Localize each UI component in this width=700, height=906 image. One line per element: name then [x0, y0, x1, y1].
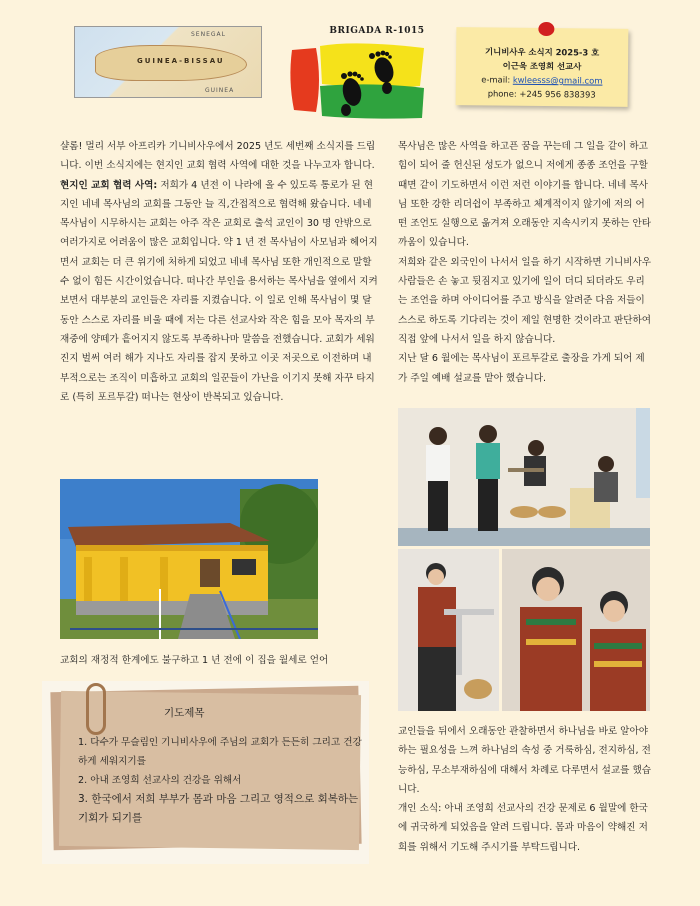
right-paragraph-3: 지난 달 6 월에는 목사님이 포르투갈로 출장을 가게 되어 제가 주일 예배 설교를 맡아 했습니다.: [398, 353, 645, 384]
worship-team-photo: [398, 408, 650, 546]
missionary-couple-photo: [502, 549, 650, 711]
missionary-names: 이근욱 조영희 선교사: [502, 60, 582, 72]
prayer-title: 기도제목: [164, 707, 205, 719]
sermon-paragraph: 교인들을 뒤에서 오래동안 관찰하면서 하나님을 바로 알아야 하는 필요성을 느껴 하나님의 속성 중 거룩하심, 전지하심, 전능하심, 무소부재하심에 대해서 차례로 다루면서 설교를 했습니다.: [398, 726, 652, 795]
newsletter-header-note: [456, 27, 629, 107]
intro-paragraph: 샬롬! 멀리 서부 아프리카 기니비사우에서 2025 년도 세번째 소식지를 드립니다. 이번 소식지에는 현지인 교회 협력 사역에 대한 것을 나누고자 합니다.: [60, 141, 376, 172]
prayer-list: [78, 733, 368, 828]
prayer-item: 3. 한국에서 저희 부부가 몸과 마음 그리고 영적으로 회복하는 기회가 되기를: [78, 793, 359, 824]
preacher-photo: [398, 549, 499, 711]
paperclip-icon: [86, 683, 106, 735]
left-column-text: [60, 137, 378, 407]
map-label-guinea: GUINEA: [205, 87, 235, 94]
section-paragraph: 현지인 교회 협력 사역: 저희가 4 년전 이 나라에 올 수 있도록 통로가 된 현지인 네네 목사님의 교회를 그동안 늘 직,간접적으로 협력해 왔습니다. 네네 목사님이 시무하시는 교회는 아주 작은 교회로 출석 교인이 30 명 안밖으로 여러가지로 어려움이 많은 교회입니다. 약 1 년 전 목사님이 사모님과 헤어지면서 교회는 더 큰 위기에 처하게 되었고 네네 목사님 또한 개인적으로 말할 수 없이 힘든 시간이었습니다. 떠나간 부인을 용서하는 목사님을 옆에서 지켜보면서 대부분의 교인들은 자리를 지켰습니다. 이 일로 인해 목사님이 몇 달 동안 스스로 자리를 비울 때에 저는 다른 선교사와 작은 힘을 모아 목자의 부재중에 양떼가 흩어지지 않도록 부족하나마 말씀을 전했습니다. 교회가 세워진지 벌써 여러 해가 지나도 자리를 잡지 못하고 이곳 저곳으로 이전하며 내부적으로는 조직이 미흡하고 교회의 일꾼들이 가난을 이기지 못해 자꾸 타지로 (특히 포르투갈) 떠나는 현상이 반복되고 있습니다.: [60, 179, 378, 403]
section-title: 현지인 교회 협력 사역:: [60, 179, 158, 191]
footprints-icon: [286, 40, 428, 120]
personal-news-paragraph: 개인 소식: 아내 조영희 선교사의 건강 문제로 6 월말에 한국에 귀국하게 되었음을 알려 드립니다. 몸과 마음이 약해진 저희를 위해서 기도해 주시기를 부탁드립니다.: [398, 803, 648, 853]
church-house-photo: [60, 479, 318, 639]
right-paragraph-2: 저희와 같은 외국인이 나서서 일을 하기 시작하면 기니비사우 사람들은 손 놓고 뒷짐지고 있기에 일이 더디 되더라도 우리는 조언을 하며 아이디어를 주고 방식을 알려준 다음 저들이 스스로 하도록 기다리는 것이 제일 현명한 것이라고 판단하여 직접 앞에 나서서 일을 하지 않습니다.: [398, 256, 652, 345]
prayer-item: 1. 다수가 무슬림인 기니비사우에 주님의 교회가 든든히 그리고 건강하게 세워지기를: [78, 737, 362, 767]
map-label-senegal: SENEGAL: [191, 31, 226, 38]
map-label-guinea-bissau: GUINEA-BISSAU: [137, 57, 225, 65]
newsletter-issue: 기니비사우 소식지 2025-3 호: [485, 46, 600, 58]
email-line: e-mail: kwleesss@gmail.com: [481, 74, 603, 86]
prayer-item: 2. 아내 조영희 선교사의 건강을 위해서: [78, 775, 242, 786]
house-photo-caption: 교회의 재정적 한계에도 불구하고 1 년 전에 이 집을 월세로 얻어: [60, 655, 329, 666]
email-link[interactable]: kwleesss@gmail.com: [512, 74, 603, 86]
right-column-lower-text: [398, 722, 653, 857]
right-column-text: [398, 137, 653, 388]
phone-line: phone: +245 956 838393: [487, 88, 596, 100]
brigada-logo-title: BRIGADA R-1015: [329, 26, 425, 36]
prayer-requests-card: [42, 681, 369, 864]
pushpin-icon: [538, 22, 554, 36]
right-paragraph-1: 목사님은 많은 사역을 하고픈 꿈을 꾸는데 그 일을 같이 하고 힘이 되어 줄 헌신된 성도가 없으니 저에게 종종 조언을 구할 때면 같이 기도하면서 이런 저런 이야기를 합니다. 네네 목사님 또한 강한 리더쉽이 부족하고 체계적이지 않기에 저의 어떤 조언도 실행으로 옮겨져 오래동안 지속시키지 못하는 안타까움이 있습니다.: [398, 141, 652, 249]
guinea-bissau-map: [74, 26, 262, 98]
